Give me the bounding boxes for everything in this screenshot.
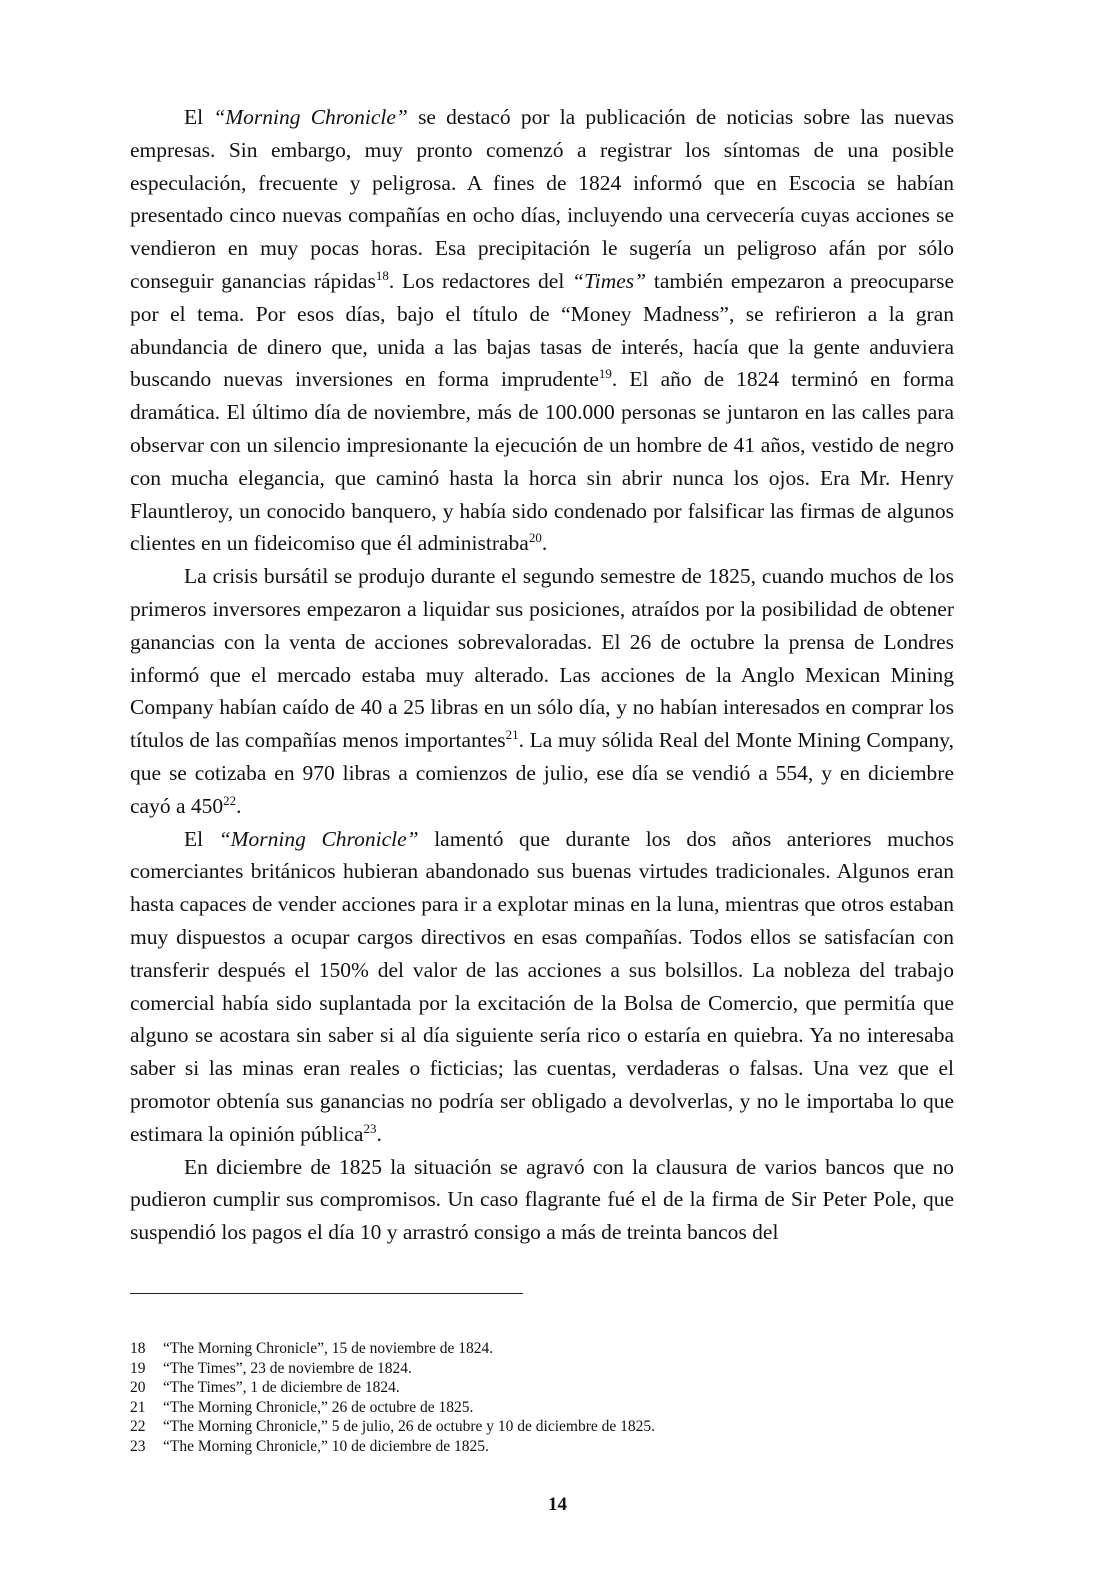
footnote-ref: 20 [528, 530, 542, 546]
footnote-number: 19 [130, 1359, 146, 1377]
footnote-ref: 19 [598, 366, 612, 382]
footnotes [130, 1339, 954, 1457]
paragraph [130, 101, 954, 560]
text-run: En diciembre de 1825 la situación se agravó con la clausura de varios bancos que no pudieron cumplir sus compromisos. Un caso flagrante fué el de la firma de Sir Peter Pole, que suspendió los pagos el día 10 y arrastró consigo a más de treinta bancos del [130, 1154, 954, 1245]
text-run: también empezaron a preocuparse por el tema. Por esos días, bajo el título de “Money Madness”, se refirieron a la gran abundancia de dinero que, unida a las bajas tasas de interés, hacía que la gente anduviera buscando nuevas inversiones en forma imprudente [130, 268, 954, 392]
footnote-text: “The Morning Chronicle,” 10 de diciembre de 1825. [163, 1437, 489, 1455]
footnote-ref: 22 [223, 792, 237, 808]
text-run: La crisis bursátil se produjo durante el segundo semestre de 1825, cuando muchos de los primeros inversores empezaron a liquidar sus posiciones, atraídos por la posibilidad de obtener ganancias con la venta de acciones sobrevaloradas. El 26 de octubre la prensa de Londres informó que el mercado estaba muy alterado. Las acciones de la Anglo Mexican Mining Company habían caído de 40 a 25 libras en un sólo día, y no habían interesados en comprar los títulos de las compañías menos importantes [130, 564, 954, 753]
text-run: . Los redactores del [388, 268, 573, 293]
page-number: 14 [548, 1494, 567, 1515]
text-run: El [184, 826, 219, 851]
footnote [130, 1339, 954, 1359]
footnote-number: 23 [130, 1437, 146, 1455]
footnote [130, 1378, 954, 1398]
footnote-text: “The Morning Chronicle,” 26 de octubre de 1825. [163, 1398, 474, 1416]
footnote-text: “The Times”, 23 de noviembre de 1824. [163, 1359, 412, 1377]
paragraph [130, 1151, 954, 1249]
body-text [130, 101, 954, 1249]
footnote-text: “The Times”, 1 de diciembre de 1824. [163, 1379, 400, 1397]
footnote [130, 1437, 954, 1457]
text-run: . [236, 793, 242, 818]
paragraph [130, 823, 954, 1151]
newspaper-title: “Morning Chronicle” [213, 105, 408, 129]
text-run: . El año de 1824 terminó en forma dramática. El último día de noviembre, más de 100.000 personas se juntaron en las calles para observar con un silencio impresionante la ejecución de un hombre de 41 años, vestido de negro con mucha elegancia, que caminó hasta la horca sin abrir nunca los ojos. Era Mr. Henry Flauntleroy, un conocido banquero, y había sido condenado por falsificar las firmas de algunos clientes en un fideicomiso que él administraba [130, 367, 954, 556]
newspaper-title: “Times” [572, 268, 647, 293]
footnote-ref: 18 [375, 267, 389, 283]
footnote-ref: 21 [505, 727, 519, 743]
footnote [130, 1417, 954, 1437]
footnote-number: 21 [130, 1398, 146, 1416]
footnote-separator [130, 1293, 523, 1294]
text-run: . La muy sólida Real del Monte Mining Company, que se cotizaba en 970 libras a comienzos de julio, ese día se vendió a 554, y en diciembre cayó a 450 [130, 728, 954, 818]
footnote-number: 20 [130, 1379, 146, 1397]
paragraph [130, 560, 954, 822]
text-run: . [376, 1121, 382, 1146]
footnote-number: 22 [130, 1418, 146, 1436]
footnote [130, 1398, 954, 1418]
footnote-text: “The Morning Chronicle”, 15 de noviembre de 1824. [163, 1340, 494, 1357]
text-run: . [541, 531, 548, 556]
text-run: se destacó por la publicación de noticias sobre las nuevas empresas. Sin embargo, muy pronto comenzó a registrar los síntomas de una posible especulación, frecuente y peligrosa. A fines de 1824 informó que en Escocia se habían presentado cinco nuevas compañías en ocho días, incluyendo una cervecería cuyas acciones se vendieron en muy pocas horas. Esa precipitación le sugería un peligroso afán por sólo conseguir ganancias rápidas [130, 105, 955, 293]
footnote [130, 1359, 954, 1379]
footnote-number: 18 [130, 1340, 146, 1357]
footnote-ref: 23 [363, 1120, 377, 1136]
footnote-text: “The Morning Chronicle,” 5 de julio, 26 de octubre y 10 de diciembre de 1825. [163, 1418, 655, 1436]
newspaper-title: “Morning Chronicle” [218, 826, 419, 851]
text-run: El [184, 105, 214, 129]
text-run: lamentó que durante los dos años anteriores muchos comerciantes británicos hubieran abandonado sus buenas virtudes tradicionales. Algunos eran hasta capaces de vender acciones para ir a explotar minas en la luna, mientras que otros estaban muy dispuestos a ocupar cargos directivos en esas compañías. Todos ellos se satisfacían con transferir después el 150% del valor de las acciones a sus bolsillos. La nobleza del trabajo comercial había sido suplantada por la excitación de la Bolsa de Comercio, que permitía que alguno se acostara sin saber si al día siguiente sería rico o estaría en quiebra. Ya no interesaba saber si las minas eran reales o ficticias; las cuentas, verdaderas o falsas. Una vez que el promotor obtenía sus ganancias no podría ser obligado a devolverlas, y no le importaba lo que estimara la opinión pública [130, 826, 955, 1146]
